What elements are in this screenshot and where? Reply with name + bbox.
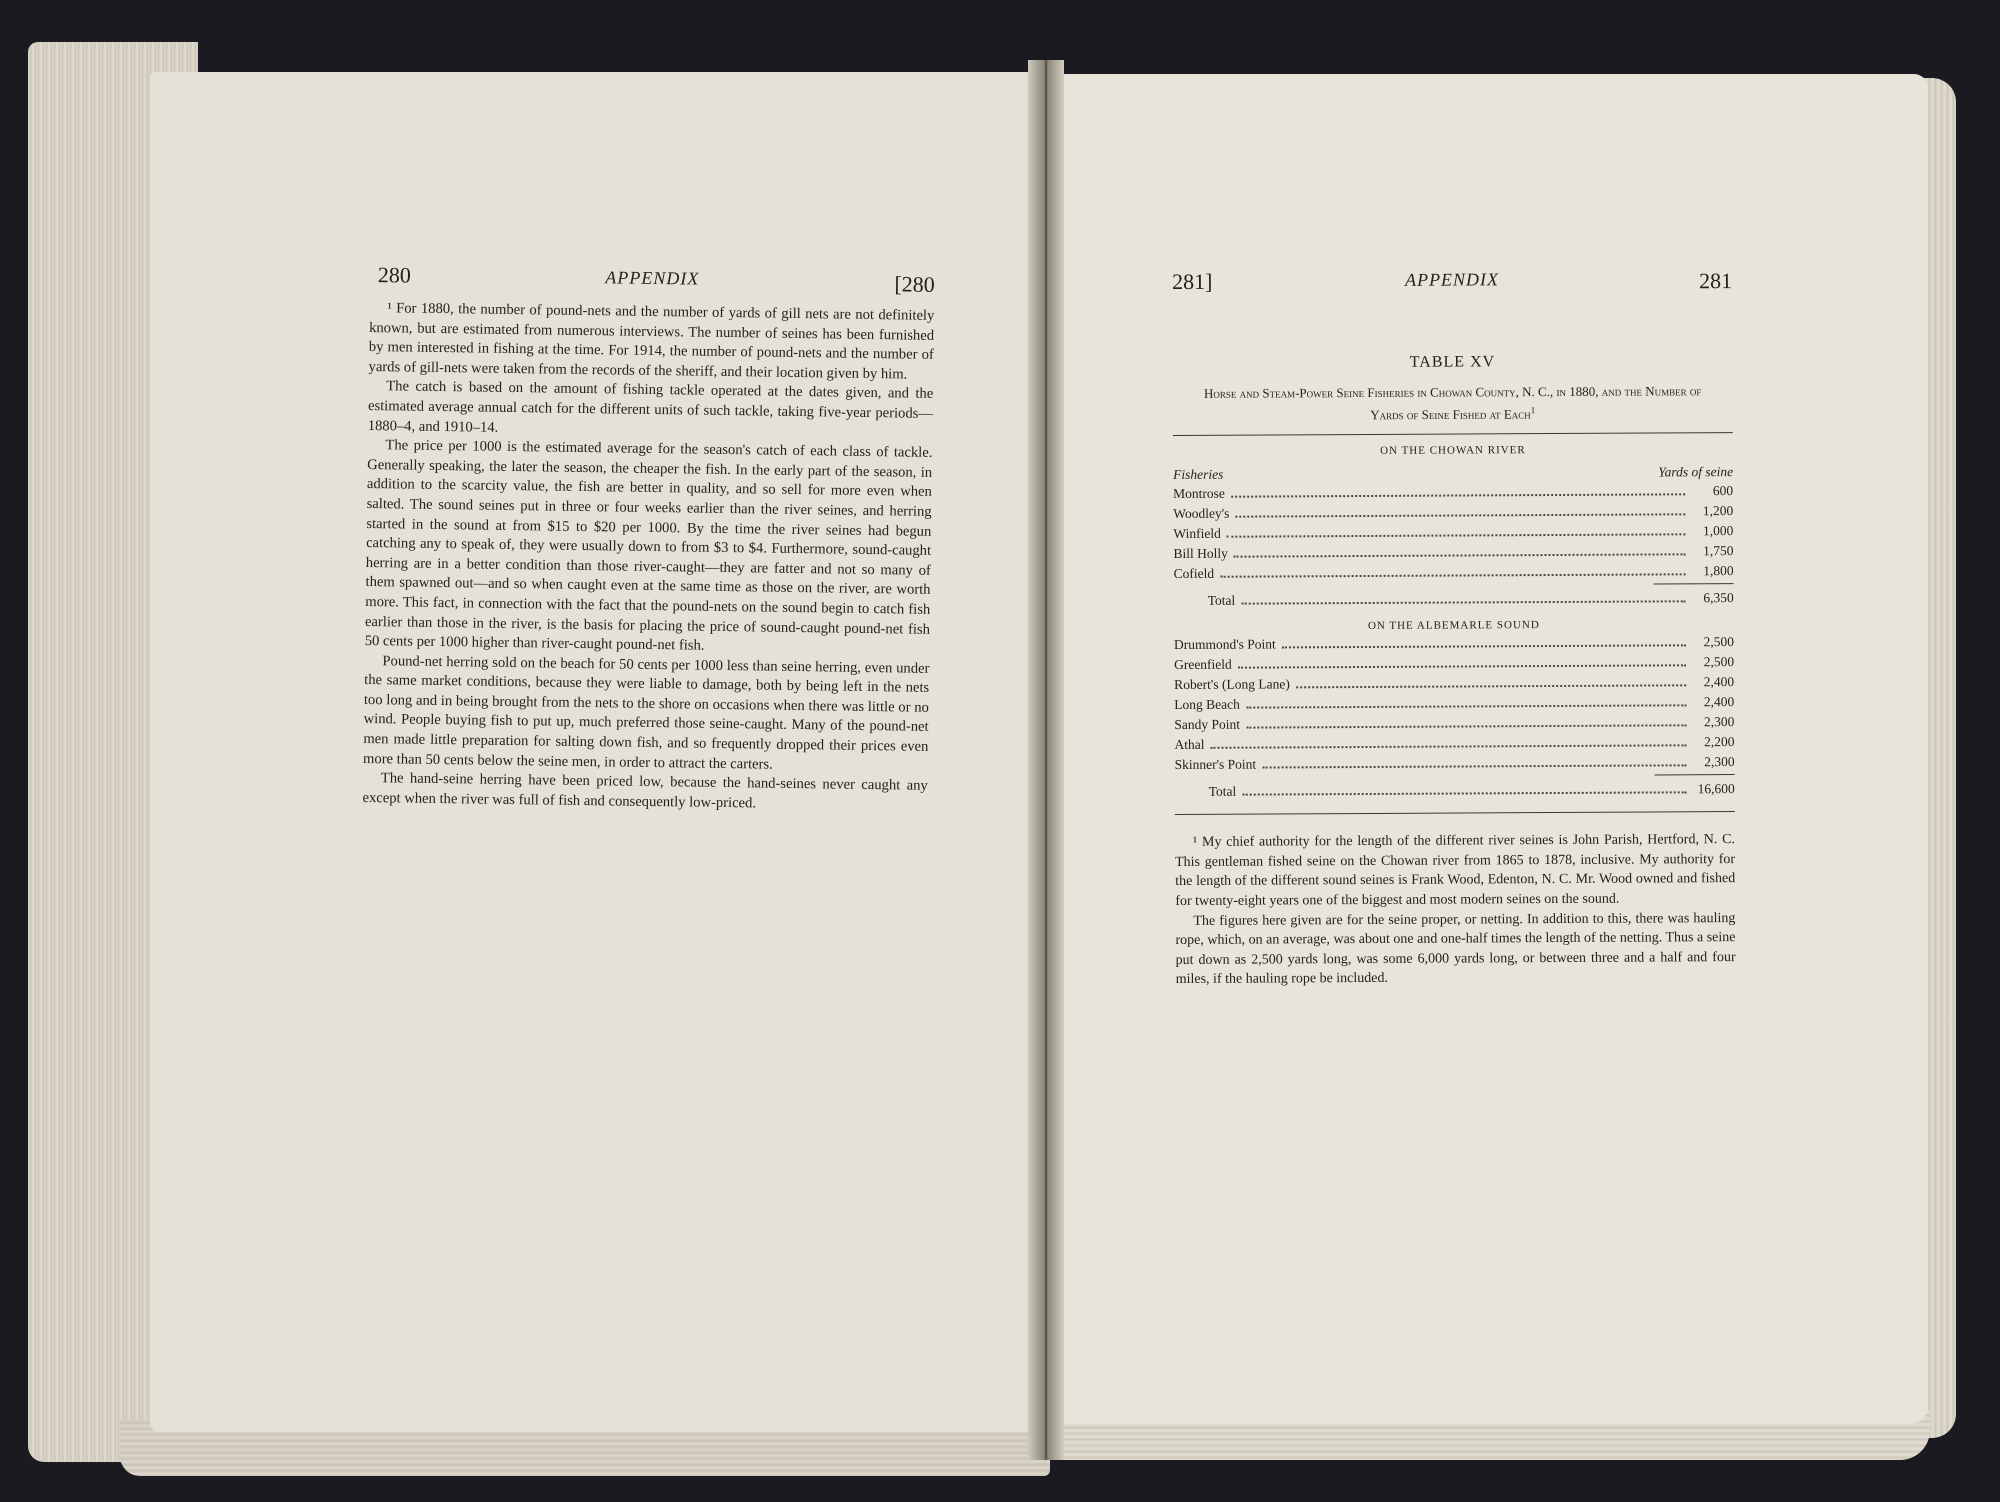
row-name: Robert's (Long Lane) bbox=[1174, 676, 1290, 693]
dot-leader bbox=[1227, 533, 1686, 537]
book-gutter bbox=[1028, 60, 1064, 1460]
row-value: 2,400 bbox=[1703, 694, 1735, 710]
dot-leader bbox=[1241, 600, 1685, 604]
row-name: Winfield bbox=[1173, 525, 1221, 542]
table-title: TABLE XV bbox=[1409, 353, 1496, 371]
row-value: 2,500 bbox=[1703, 634, 1734, 650]
dot-leader bbox=[1296, 684, 1686, 688]
row-name: Woodley's bbox=[1173, 505, 1230, 522]
dot-leader bbox=[1246, 724, 1686, 728]
total-label: Total bbox=[1207, 592, 1236, 608]
col-fisheries: Fisheries bbox=[1173, 466, 1224, 483]
total-row bbox=[1175, 779, 1735, 802]
right-running-title: APPENDIX bbox=[1404, 269, 1500, 290]
section-albemarle bbox=[1174, 616, 1735, 802]
left-paragraph: The price per 1000 is the estimated average for the season's catch of each class of tackle. Generally speaking, the later the season, the cheaper the fish. In the early part of the season, in addition to the scarcity value, the fish are better in quality, and so sell for more even when salted. The sound seines put in three or four weeks earlier than the river seines, and herring started in the sound at from $15 to $20 per 1000. By the time the river seines had begun catching any to speak of, they were usually down to from $3 to $4. Furthermore, sound-caught herring are in a better condition than those river-caught—they are fatter and not so many of them spawned out—and so when caught even at the same time as those on the river, are worth more. This fact, in connection with the fact that the pound-nets on the sound begin to catch fish earlier than those in the river, is the basis for placing the price of sound-caught pound-net fish 50 cents per 1000 higher than river-caught pound-net fish. bbox=[364, 437, 933, 654]
row-name: Sandy Point bbox=[1174, 716, 1241, 733]
right-page-text bbox=[1172, 269, 1736, 990]
left-page-number-bracket: [280 bbox=[894, 271, 935, 297]
row-value: 2,400 bbox=[1703, 674, 1735, 690]
section-heading: ON THE CHOWAN RIVER bbox=[1380, 444, 1526, 458]
col-yards: Yards of seine bbox=[1658, 464, 1734, 480]
total-value: 6,350 bbox=[1703, 590, 1734, 606]
footnote-paragraph: The figures here given are for the seine proper, or netting. In addition to this, there was hauling rope, which, on an average, was about one and one-half times the length of the netting. Thus a seine put down as 2,500 yards long, was some 6,000 yards long, or between three and a half and four miles, if the hauling rope be included. bbox=[1175, 910, 1736, 988]
left-paragraph: The catch is based on the amount of fishing tackle operated at the dates given, and the estimated average annual catch for the different units of such tackle, taking five-year periods—1880–4, and 1910–14. bbox=[367, 378, 934, 436]
table-row bbox=[1175, 752, 1735, 775]
row-value: 1,000 bbox=[1702, 523, 1734, 539]
row-name: Montrose bbox=[1173, 485, 1225, 502]
section-chowan bbox=[1173, 441, 1734, 611]
row-name: Bill Holly bbox=[1173, 545, 1228, 562]
dot-leader bbox=[1231, 493, 1685, 497]
left-running-title: APPENDIX bbox=[605, 267, 700, 289]
row-value: 1,750 bbox=[1703, 543, 1734, 559]
total-rule bbox=[1655, 774, 1735, 775]
row-value: 2,500 bbox=[1703, 654, 1735, 670]
table-caption-text: Horse and Steam-Power Seine Fisheries in Chowan County, N. C., in 1880, and the Number of Yards of Seine Fished at Each bbox=[1203, 383, 1702, 423]
right-running-head bbox=[1172, 269, 1732, 306]
total-value: 16,600 bbox=[1697, 781, 1735, 797]
right-page-number-bracket: 281] bbox=[1171, 268, 1213, 294]
caption-footnote-mark: 1 bbox=[1530, 404, 1536, 415]
row-name: Athal bbox=[1174, 736, 1205, 753]
row-value: 2,300 bbox=[1704, 754, 1735, 770]
total-rule bbox=[1654, 583, 1734, 584]
table-caption bbox=[1187, 381, 1719, 425]
row-value: 600 bbox=[1712, 483, 1734, 499]
row-value: 2,200 bbox=[1704, 734, 1735, 750]
left-paragraph: Pound-net herring sold on the beach for 50 cents per 1000 less than seine herring, even under the same market conditions, because they were liable to damage, both by being left in the nets too long and in being brought from the nets to the shore on occasions when there was little or no wind. People buying fish to put up, much preferred those seine-caught. Many of the pound-net men made little preparation for salting down fish, and so frequently dropped their prices even more than 50 cents below the seine men, in order to attract the carters. bbox=[362, 652, 930, 773]
left-page-text bbox=[362, 262, 935, 816]
row-name: Greenfield bbox=[1174, 656, 1232, 673]
dot-leader bbox=[1234, 553, 1686, 557]
dot-leader bbox=[1238, 664, 1686, 668]
row-name: Drummond's Point bbox=[1173, 636, 1276, 653]
dot-leader bbox=[1235, 513, 1685, 517]
dot-leader bbox=[1242, 791, 1686, 795]
footnotes bbox=[1175, 830, 1736, 990]
row-value: 1,200 bbox=[1702, 503, 1734, 519]
row-value: 1,800 bbox=[1703, 563, 1734, 579]
dot-leader bbox=[1282, 644, 1686, 648]
dot-leader bbox=[1210, 744, 1686, 748]
section-heading: ON THE ALBEMARLE SOUND bbox=[1367, 619, 1540, 633]
table-top-rule bbox=[1173, 432, 1733, 436]
left-page-number: 280 bbox=[377, 262, 412, 288]
row-name: Long Beach bbox=[1174, 696, 1240, 713]
total-row bbox=[1174, 588, 1734, 611]
left-paragraph: ¹ For 1880, the number of pound-nets and the number of yards of gill nets are not definitely known, but are estimated from numerous interviews. The number of seines has been furnished by men interested in fishing at the time. For 1914, the number of pound-nets and the number of yards of gill-nets were taken from the records of the sheriff, and their location given by him. bbox=[368, 300, 935, 383]
row-value: 2,300 bbox=[1703, 714, 1735, 730]
table-bottom-rule bbox=[1175, 811, 1735, 815]
total-label: Total bbox=[1208, 783, 1237, 799]
right-page-number: 281 bbox=[1698, 268, 1733, 294]
table-row bbox=[1174, 561, 1734, 584]
row-name: Cofield bbox=[1173, 565, 1215, 582]
left-paragraph: The hand-seine herring have been priced low, because the hand-seines never caught any except when the river was full of fish and consequently low-priced. bbox=[362, 770, 928, 812]
row-name: Skinner's Point bbox=[1174, 756, 1257, 773]
dot-leader bbox=[1262, 764, 1686, 768]
dot-leader bbox=[1220, 573, 1686, 577]
dot-leader bbox=[1246, 704, 1686, 708]
footnote-paragraph: ¹ My chief authority for the length of the different river seines is John Parish, Hertford, N. C. This gentleman fished seine on the Chowan river from 1865 to 1878, inclusive. My authority for the length of the different sound seines is Frank Wood, Edenton, N. C. Mr. Wood owned and fished for twenty-eight years one of the biggest and most modern seines on the sound. bbox=[1175, 832, 1736, 909]
